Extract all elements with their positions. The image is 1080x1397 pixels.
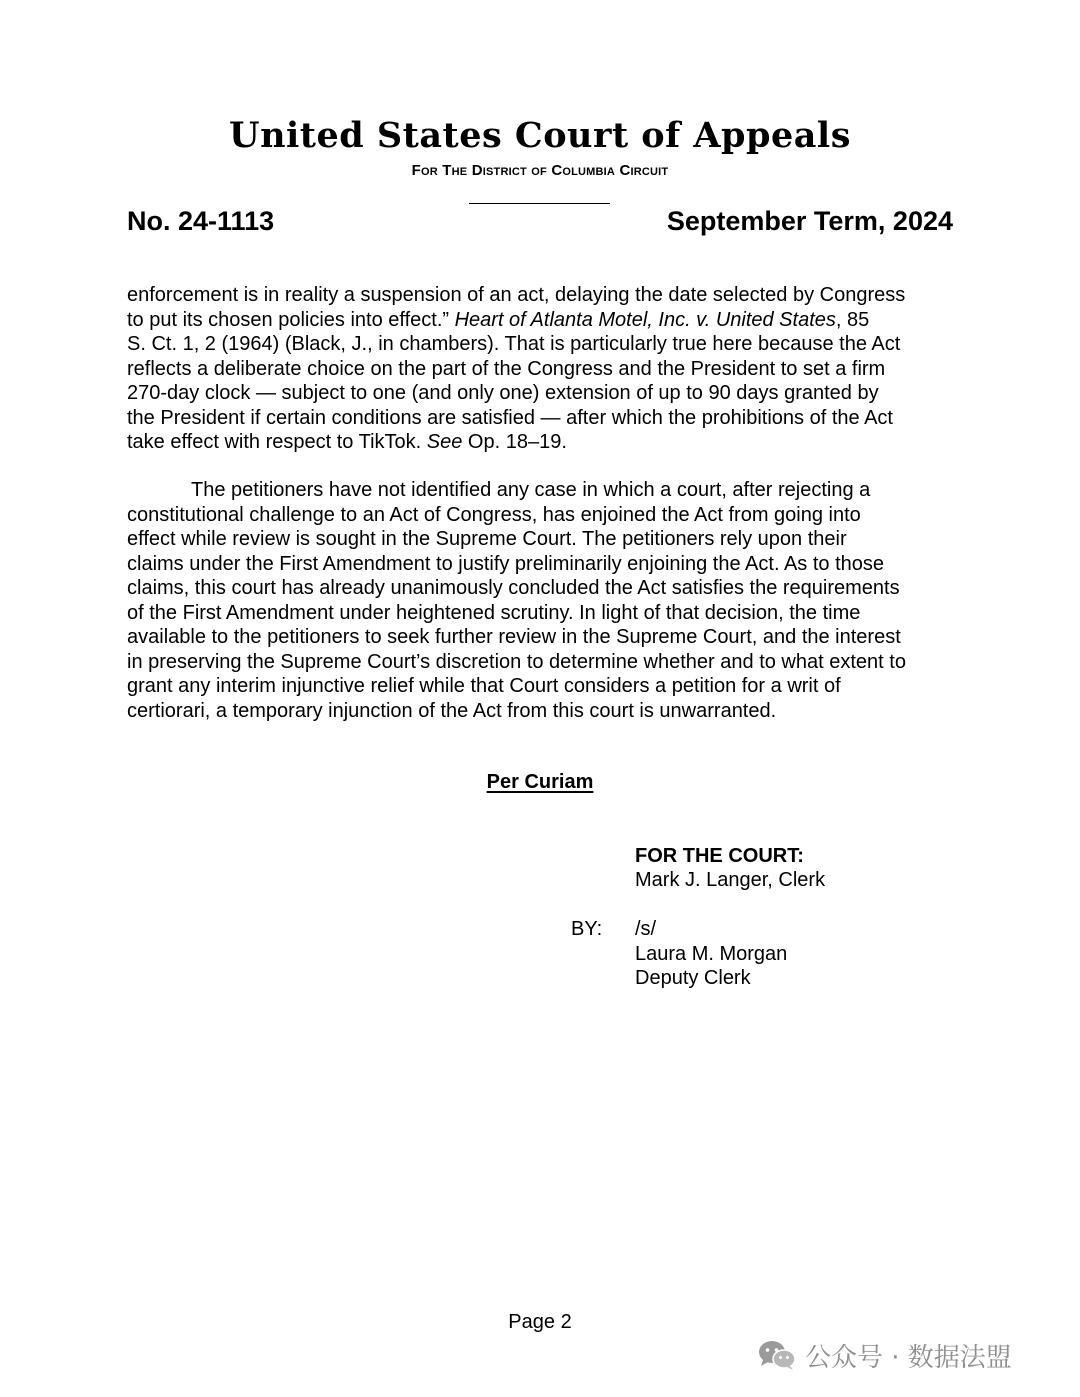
text-segment: of the First Amendment under heightened scrutiny. In light of that decision, the time [127, 601, 861, 624]
text-segment: claims under the First Amendment to justify preliminarily enjoining the Act. As to those [127, 552, 885, 575]
text-line [127, 478, 957, 503]
text-segment: constitutional challenge to an Act of Congress, has enjoined the Act from going into [127, 503, 861, 526]
text-segment: reflects a deliberate choice on the part of the Congress and the President to set a firm [127, 357, 886, 380]
text-segment: effect while review is sought in the Supreme Court. The petitioners rely upon their [127, 528, 847, 550]
text-segment: Op. 18–19. [462, 431, 567, 453]
deputy-clerk-name: Laura M. Morgan [635, 942, 788, 965]
text-line [127, 357, 957, 382]
signature-mark: /s/ [635, 918, 657, 940]
case-number: No. 24-1113 [127, 206, 275, 236]
text-line [127, 576, 957, 601]
watermark [757, 1338, 1012, 1372]
text-segment: take effect with respect to TikTok. [127, 431, 427, 453]
italic-citation: See [426, 431, 463, 453]
text-line [127, 283, 957, 308]
text-segment: grant any interim injunctive relief while that Court considers a petition for a writ of [127, 675, 841, 697]
clerk-name: Mark J. Langer, Clerk [635, 869, 826, 891]
text-segment: 270-day clock — subject to one (and only one) extension of up to 90 days granted by [127, 382, 879, 404]
text-segment: available to the petitioners to seek further review in the Supreme Court, and the interest [127, 626, 901, 648]
text-line [127, 308, 957, 333]
text-segment: S. Ct. 1, 2 (1964) (Black, J., in chambers). That is particularly true here because the Act [127, 333, 901, 355]
text-line [127, 527, 957, 552]
italic-citation: Heart of Atlanta Motel, Inc. v. United States [454, 308, 836, 331]
court-term: September Term, 2024 [666, 206, 953, 236]
text-segment: to put its chosen policies into effect.” [127, 308, 455, 331]
page-number: Page 2 [508, 1311, 572, 1333]
text-line [127, 430, 957, 455]
text-line [127, 552, 957, 577]
text-line [127, 601, 957, 626]
header-divider [469, 203, 610, 204]
per-curiam-heading [0, 769, 1080, 795]
court-subtitle: For The District of Columbia Circuit [411, 162, 669, 179]
text-segment: , 85 [835, 308, 870, 331]
by-label: BY: [571, 918, 603, 940]
text-line [127, 674, 957, 699]
watermark-text: 公众号 · 数据法盟 [805, 1342, 1012, 1373]
per-curiam-text: Per Curiam [486, 771, 594, 793]
for-the-court-label: FOR THE COURT: [635, 845, 804, 867]
text-line [127, 650, 957, 675]
text-segment: certiorari, a temporary injunction of the Act from this court is unwarranted. [127, 699, 777, 722]
text-segment: in preserving the Supreme Court’s discretion to determine whether and to what extent to [127, 650, 906, 673]
paragraph-1 [127, 283, 957, 455]
text-line [127, 699, 957, 724]
wechat-icon [757, 1339, 797, 1371]
deputy-signature-block [635, 917, 787, 991]
text-segment: the President if certain conditions are satisfied — after which the prohibitions of the Act [127, 406, 893, 429]
text-line [127, 625, 957, 650]
text-segment: The petitioners have not identified any case in which a court, after rejecting a [191, 479, 871, 501]
paragraph-2 [127, 478, 957, 723]
deputy-clerk-title: Deputy Clerk [635, 967, 751, 989]
text-segment: enforcement is in reality a suspension of an act, delaying the date selected by Congress [127, 284, 906, 306]
text-line [127, 503, 957, 528]
text-line [127, 332, 957, 357]
text-line [127, 381, 957, 406]
text-line [127, 406, 957, 431]
text-segment: claims, this court has already unanimously concluded the Act satisfies the requirements [127, 577, 900, 599]
court-name: United States Court of Appeals [229, 115, 851, 156]
